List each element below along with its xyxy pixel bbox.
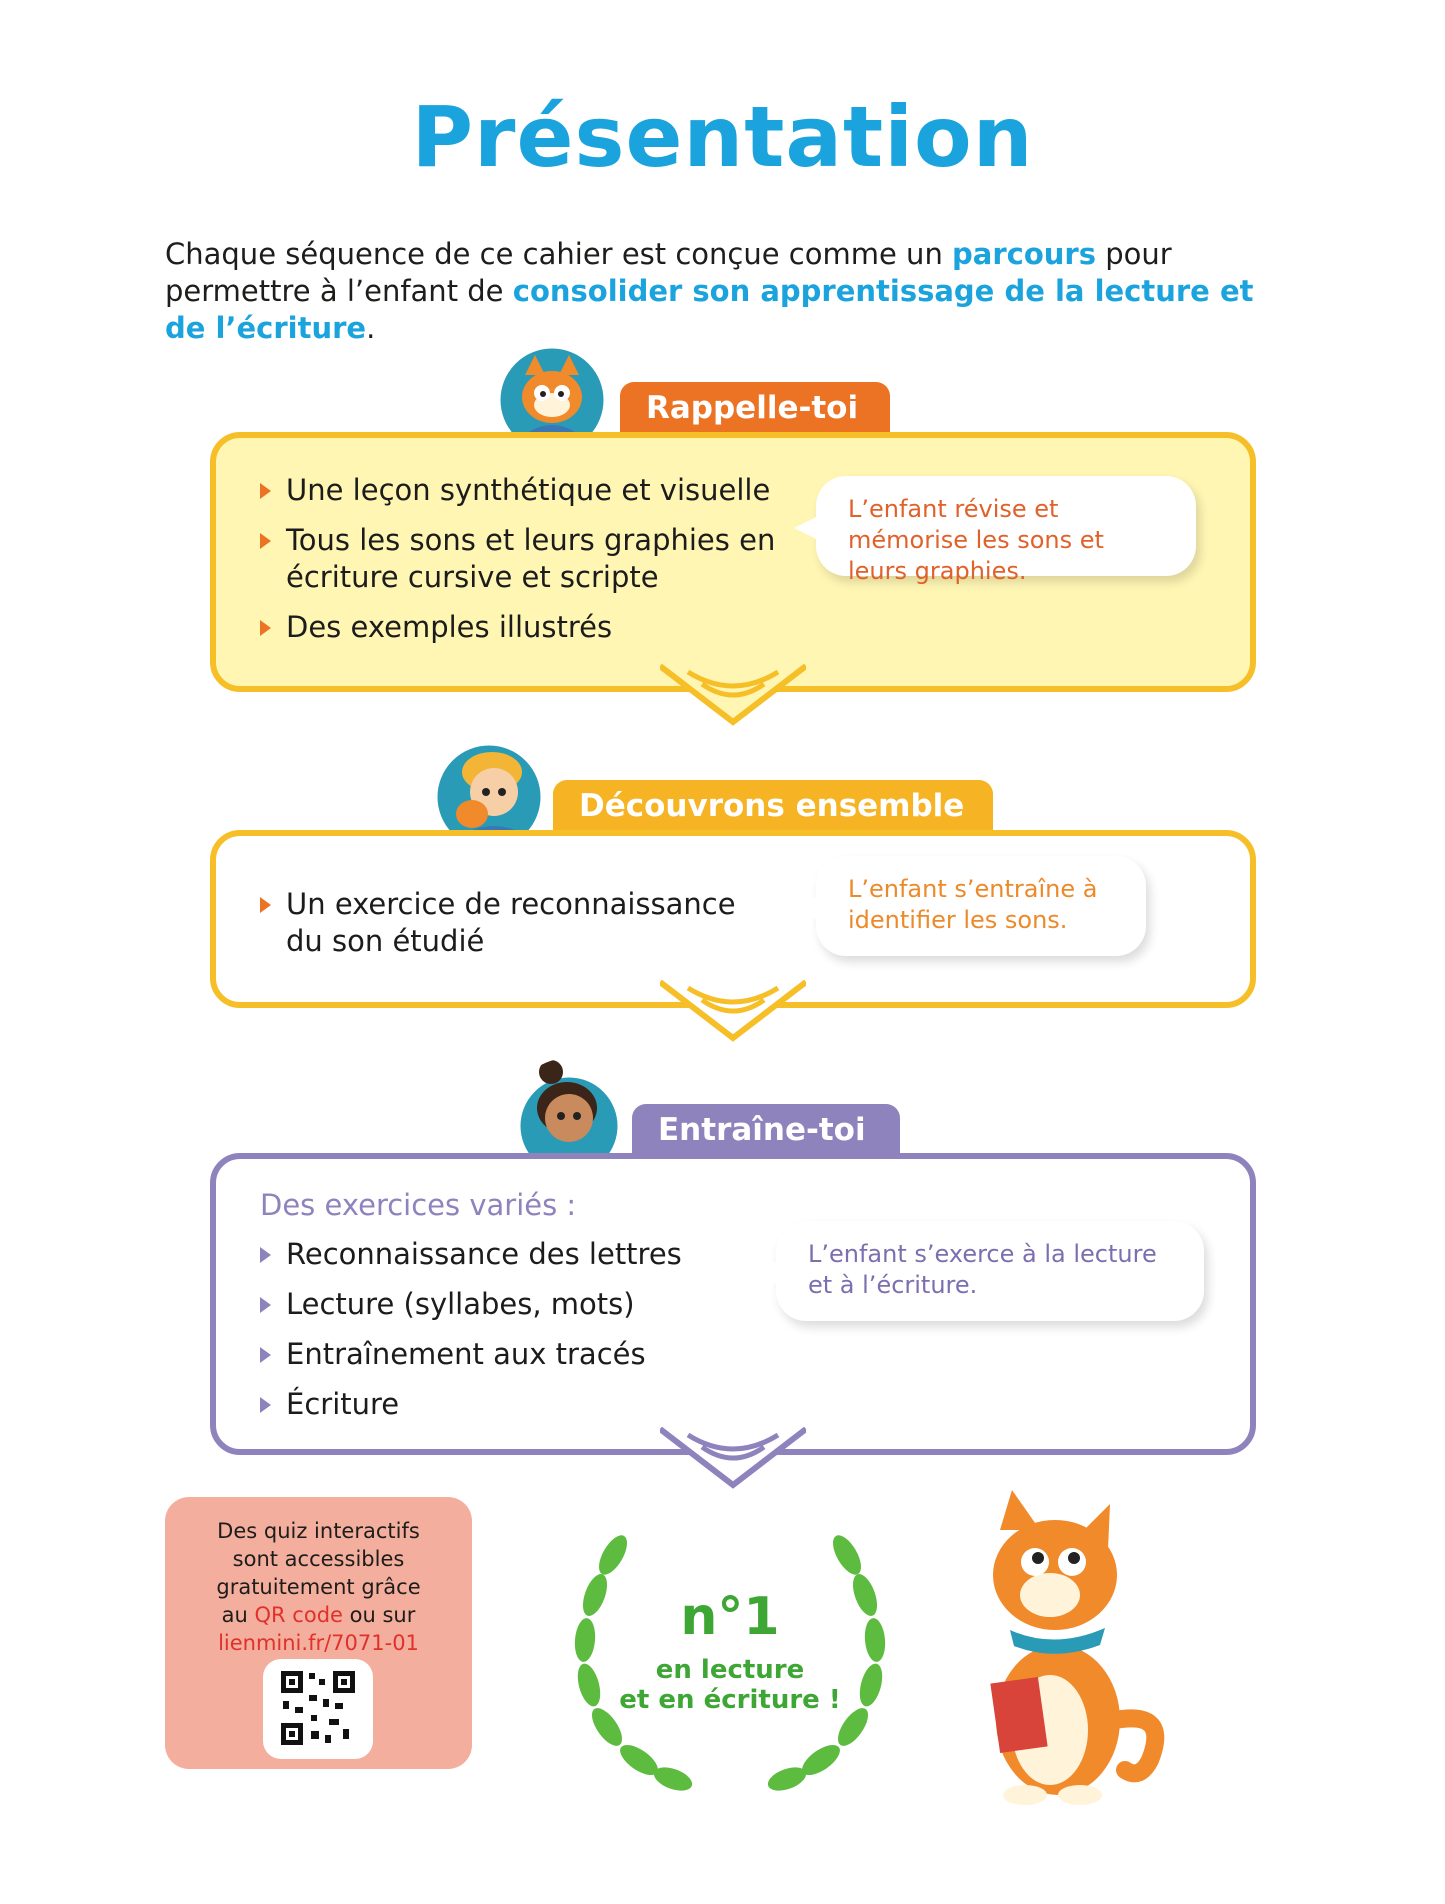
qr-code-label: QR code xyxy=(254,1603,343,1627)
speech-bubble: L’enfant s’entraîne à identifier les sons. xyxy=(816,856,1146,956)
cat-illustration-icon xyxy=(940,1490,1170,1810)
bullet-text: Écriture xyxy=(286,1387,400,1421)
bullet-text: Tous les sons et leurs graphies en écriture cursive et scripte xyxy=(286,523,776,594)
chevron-down-icon xyxy=(660,664,806,734)
bullet-arrow-icon xyxy=(260,1397,271,1413)
qr-text-line xyxy=(165,1601,472,1629)
bullet-list xyxy=(260,1187,720,1436)
list-item xyxy=(260,886,760,960)
bullet-arrow-icon xyxy=(260,1347,271,1363)
speech-bubble: L’enfant révise et mémorise les sons et leurs graphies. xyxy=(816,476,1196,576)
list-item xyxy=(260,1386,720,1423)
qr-code-icon[interactable] xyxy=(263,1659,373,1759)
award-line: et en écriture ! xyxy=(619,1685,841,1715)
bullet-arrow-icon xyxy=(260,897,271,913)
qr-text-line: gratuitement grâce xyxy=(216,1575,421,1599)
intro-highlight-parcours: parcours xyxy=(952,237,1096,271)
tab-entraine-toi: Entraîne-toi xyxy=(632,1104,900,1156)
qr-text-part: ou sur xyxy=(342,1603,416,1627)
section-rappelle-toi xyxy=(210,432,1256,692)
intro-part-1: Chaque séquence de ce cahier est conçue comme un xyxy=(165,237,953,271)
bullet-text: Une leçon synthétique et visuelle xyxy=(286,473,771,507)
list-item xyxy=(260,609,780,646)
intro-part-3: . xyxy=(366,311,376,345)
section-entraine-toi xyxy=(210,1153,1256,1455)
bullet-text: Des exemples illustrés xyxy=(286,610,613,644)
bullet-arrow-icon xyxy=(260,620,271,636)
tab-decouvrons-ensemble: Découvrons ensemble xyxy=(553,780,993,832)
chevron-down-icon xyxy=(660,1427,806,1497)
bullet-arrow-icon xyxy=(260,483,271,499)
award-badge xyxy=(555,1515,905,1805)
bullet-arrow-icon xyxy=(260,1247,271,1263)
qr-info-box xyxy=(165,1497,472,1769)
bullet-text: Entraînement aux tracés xyxy=(286,1337,646,1371)
intro-part-2: pour permettre à l’enfant de xyxy=(165,237,1172,308)
section-heading: Des exercices variés : xyxy=(260,1188,577,1222)
award-title: n°1 xyxy=(680,1587,780,1647)
qr-link[interactable]: lienmini.fr/7071-01 xyxy=(218,1631,419,1655)
intro-text xyxy=(165,236,1285,347)
list-item xyxy=(260,522,780,596)
bullet-text: Un exercice de reconnaissance du son étudié xyxy=(286,887,736,958)
page-title: Présentation xyxy=(411,88,1034,186)
list-item xyxy=(260,1286,720,1323)
bullet-list xyxy=(260,886,760,973)
qr-text-line: Des quiz interactifs xyxy=(217,1519,420,1543)
list-item xyxy=(260,1236,720,1273)
list-item xyxy=(260,472,780,509)
tab-rappelle-toi: Rappelle-toi xyxy=(620,382,890,434)
bullet-arrow-icon xyxy=(260,533,271,549)
intro-highlight-goal: consolider son apprentissage de la lecture et de l’écriture xyxy=(165,274,1254,345)
bullet-list xyxy=(260,472,780,659)
bullet-text: Lecture (syllabes, mots) xyxy=(286,1287,635,1321)
qr-text-part: au xyxy=(221,1603,255,1627)
speech-bubble: L’enfant s’exerce à la lecture et à l’écriture. xyxy=(776,1221,1204,1321)
qr-text-line: sont accessibles xyxy=(232,1547,405,1571)
bullet-text: Reconnaissance des lettres xyxy=(286,1237,682,1271)
list-item xyxy=(260,1336,720,1373)
chevron-down-icon xyxy=(660,980,806,1050)
qr-pattern xyxy=(263,1659,373,1759)
award-line: en lecture xyxy=(655,1655,805,1685)
bullet-arrow-icon xyxy=(260,1297,271,1313)
